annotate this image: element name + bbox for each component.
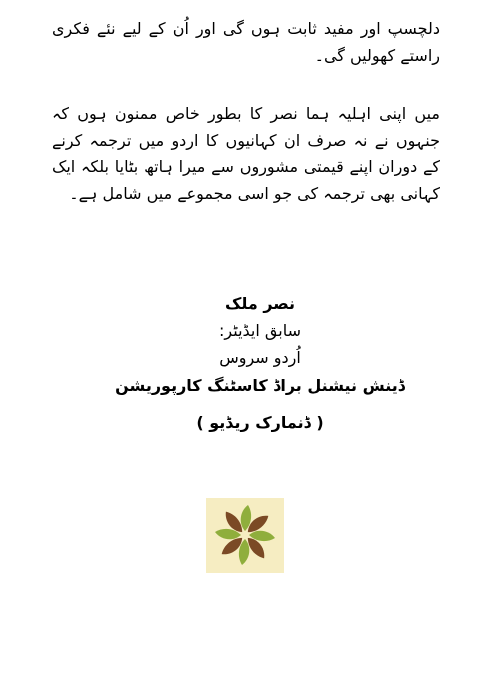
leaf-pinwheel-icon — [206, 498, 284, 573]
leaf-ornament-logo — [206, 498, 284, 573]
paragraph-acknowledgement: میں اپنی اہلیہ ہما نصر کا بطور خاص ممنون ہوں کہ جنہوں نے نہ صرف ان کہانیوں کا اردو میں ترجمہ کرنے کے دوران اپنے قیمتی مشوروں سے میرا ہاتھ بٹایا بلکہ ایک کہانی بھی ترجمہ کی جو اسی مجموعے میں شامل ہے۔ — [52, 104, 440, 203]
author-role: سابق ایڈیٹر: — [219, 321, 301, 340]
author-section: اُردو سروس — [219, 348, 301, 367]
paragraph-closing-line: دلچسپ اور مفید ثابت ہوں گی اور اُن کے لیے نئے فکری راستے کھولیں گی۔ — [52, 19, 440, 65]
author-name: نصر ملک — [224, 294, 296, 313]
author-country: ( ڈنمارک ریڈیو ) — [196, 413, 324, 432]
author-organization: ڈینش نیشنل براڈ کاسٹنگ کارپوریشن — [115, 376, 405, 395]
